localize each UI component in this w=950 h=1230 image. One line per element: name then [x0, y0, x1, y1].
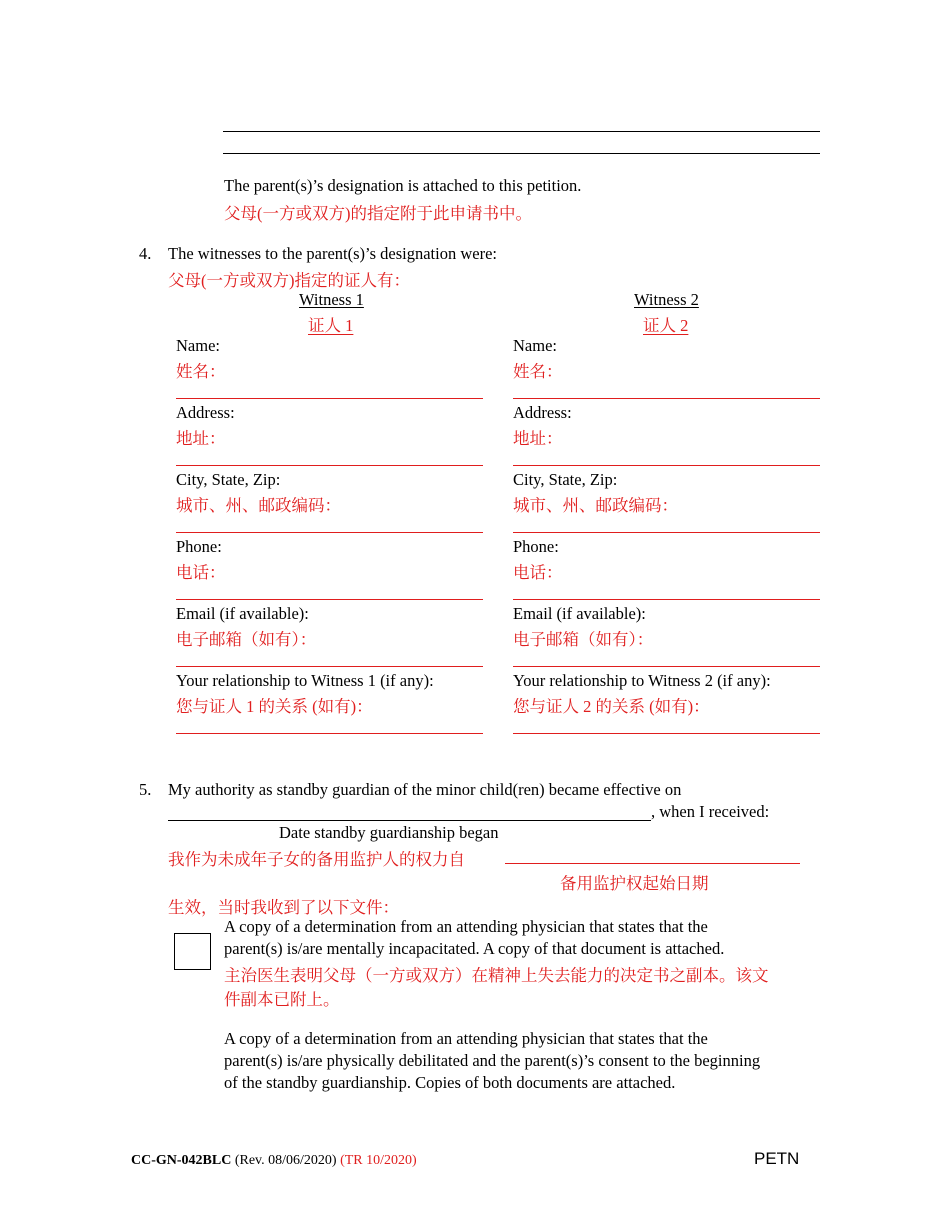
w1-relationship-field[interactable] — [176, 733, 483, 734]
w2-phone-field[interactable] — [513, 599, 820, 600]
w1-phone-label: Phone: — [176, 537, 222, 556]
witness-1-heading-zh: 证人 1 — [308, 316, 354, 335]
w1-phone-field[interactable] — [176, 599, 483, 600]
w2-email-label-zh: 电子邮箱（如有）： — [513, 630, 654, 649]
w1-name-label: Name: — [176, 336, 220, 355]
date-caption-zh: 备用监护权起始日期 — [560, 874, 709, 893]
w1-email-label-zh: 电子邮箱（如有）： — [176, 630, 317, 649]
effective-zh: 生效，当时我收到了以下文件： — [168, 898, 399, 917]
option-1-checkbox[interactable] — [174, 933, 211, 970]
when-received-en: , when I received: — [651, 802, 770, 821]
option-1-en-line2: parent(s) is/are mentally incapacitated. A copy of that document is attached. — [224, 939, 725, 958]
option-2-en-line1: A copy of a determination from an attending physician that states that the — [224, 1029, 708, 1048]
w2-city-label-zh: 城市、州、邮政编码： — [513, 496, 678, 515]
section-5-line1-zh: 我作为未成年子女的备用监护人的权力自 — [168, 850, 465, 869]
option-1-zh-line1: 主治医生表明父母（一方或双方）在精神上失去能力的决定书之副本。该文 — [224, 966, 769, 985]
w1-email-label: Email (if available): — [176, 604, 309, 623]
w1-phone-label-zh: 电话： — [176, 563, 226, 582]
option-2-en-line3: of the standby guardianship. Copies of both documents are attached. — [224, 1073, 676, 1092]
w2-relationship-field[interactable] — [513, 733, 820, 734]
w1-address-label: Address: — [176, 403, 235, 422]
option-1-en-line1: A copy of a determination from an attending physician that states that the — [224, 917, 708, 936]
w2-address-field[interactable] — [513, 465, 820, 466]
section-4-number: 4. — [139, 244, 152, 263]
option-1-zh-line2: 件副本已附上。 — [224, 990, 340, 1009]
section-4-intro-zh: 父母(一方或双方)指定的证人有： — [168, 271, 410, 290]
section-5-line1-en: My authority as standby guardian of the minor child(ren) became effective on — [168, 780, 682, 799]
footer-code: PETN — [754, 1149, 800, 1168]
w2-relationship-label: Your relationship to Witness 2 (if any): — [513, 671, 771, 690]
w1-relationship-label-zh: 您与证人 1 的关系 (如有)： — [176, 697, 373, 716]
w1-address-label-zh: 地址： — [176, 429, 226, 448]
designation-attached-zh: 父母(一方或双方)的指定附于此申请书中。 — [224, 204, 532, 223]
blank-line-1[interactable] — [223, 131, 820, 132]
designation-attached-en: The parent(s)’s designation is attached to this petition. — [224, 176, 582, 195]
blank-line-2[interactable] — [223, 153, 820, 154]
w1-address-field[interactable] — [176, 465, 483, 466]
w1-city-label: City, State, Zip: — [176, 470, 281, 489]
form-id: CC-GN-042BLC — [131, 1153, 232, 1168]
witness-2-heading-zh: 证人 2 — [643, 316, 689, 335]
w2-address-label-zh: 地址： — [513, 429, 563, 448]
w2-address-label: Address: — [513, 403, 572, 422]
effective-date-field-zh[interactable] — [505, 863, 800, 864]
w1-relationship-label: Your relationship to Witness 1 (if any): — [176, 671, 434, 690]
witness-2-heading: Witness 2 — [634, 290, 699, 309]
w1-name-field[interactable] — [176, 398, 483, 399]
w1-name-label-zh: 姓名： — [176, 362, 226, 381]
form-revision: (Rev. 08/06/2020) — [234, 1153, 337, 1168]
w2-name-label: Name: — [513, 336, 557, 355]
w1-city-field[interactable] — [176, 532, 483, 533]
effective-date-field[interactable] — [168, 820, 651, 821]
w2-city-field[interactable] — [513, 532, 820, 533]
section-4-intro-en: The witnesses to the parent(s)’s designation were: — [168, 244, 497, 263]
w2-email-field[interactable] — [513, 666, 820, 667]
witness-1-heading: Witness 1 — [299, 290, 364, 309]
date-caption-en: Date standby guardianship began — [279, 823, 499, 842]
option-2-en-line2: parent(s) is/are physically debilitated and the parent(s)’s consent to the beginning — [224, 1051, 761, 1070]
section-5-number: 5. — [139, 780, 152, 799]
footer-form-info — [131, 1153, 417, 1169]
w2-phone-label-zh: 电话： — [513, 563, 563, 582]
w2-name-label-zh: 姓名： — [513, 362, 563, 381]
w1-email-field[interactable] — [176, 666, 483, 667]
w2-phone-label: Phone: — [513, 537, 559, 556]
w2-relationship-label-zh: 您与证人 2 的关系 (如有)： — [513, 697, 710, 716]
w1-city-label-zh: 城市、州、邮政编码： — [176, 496, 341, 515]
w2-name-field[interactable] — [513, 398, 820, 399]
form-translation: (TR 10/2020) — [340, 1153, 417, 1168]
w2-email-label: Email (if available): — [513, 604, 646, 623]
w2-city-label: City, State, Zip: — [513, 470, 618, 489]
